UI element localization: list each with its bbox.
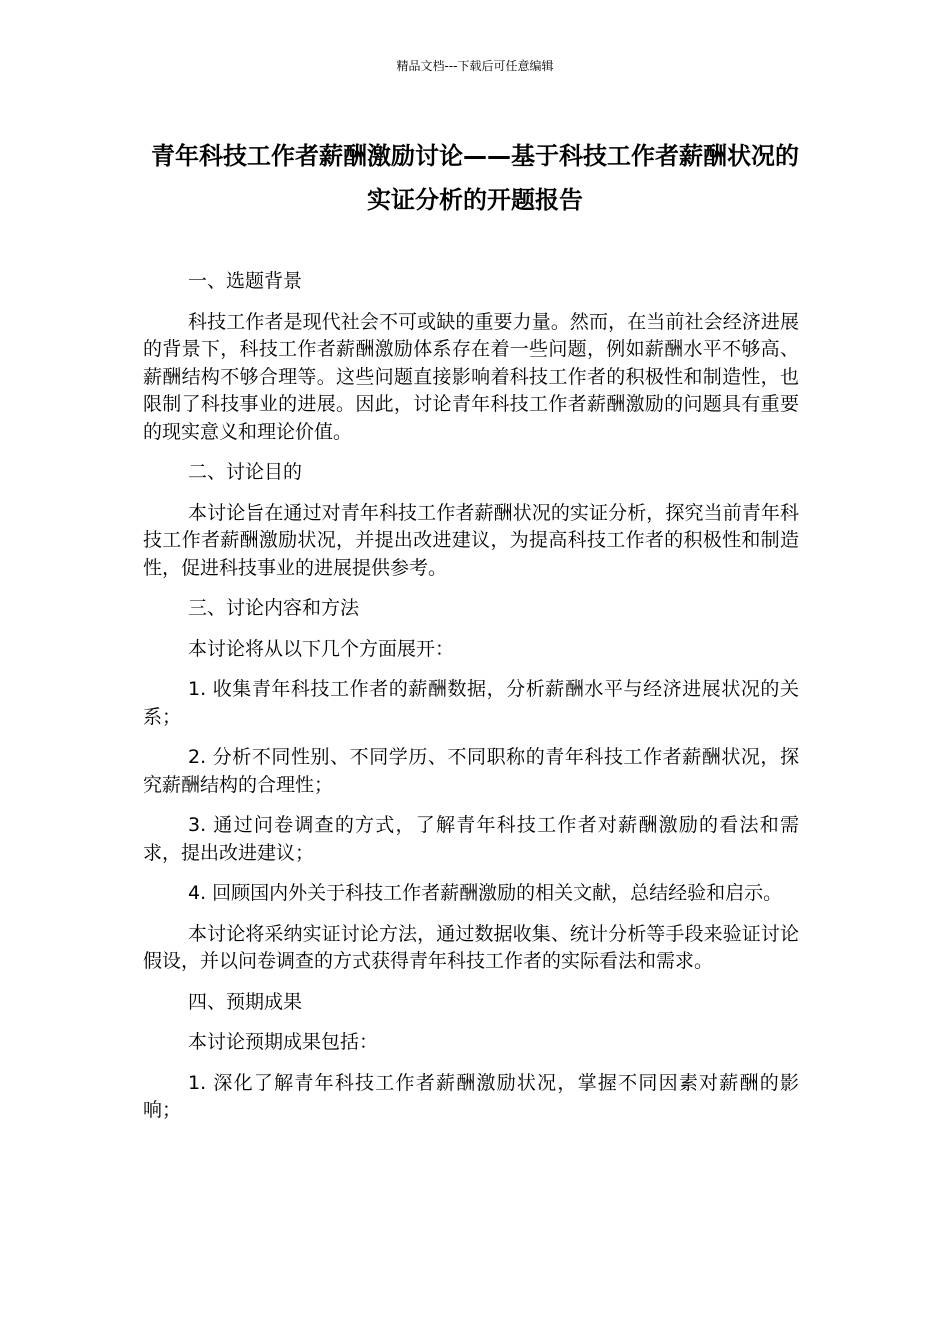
document-title: 青年科技工作者薪酬激励讨论——基于科技工作者薪酬状况的实证分析的开题报告: [151, 142, 799, 214]
list-item-results-1: 1. 深化了解青年科技工作者薪酬激励状况，掌握不同因素对薪酬的影响；: [143, 1071, 799, 1121]
header-note: 精品文档---下载后可任意编辑: [396, 59, 554, 73]
section-heading-content-method: 三、讨论内容和方法: [188, 597, 360, 619]
section-heading-background: 一、选题背景: [188, 270, 303, 292]
section-heading-purpose: 二、讨论目的: [188, 461, 303, 483]
list-item-content-4: 4. 回顾国内外关于科技工作者薪酬激励的相关文献，总结经验和启示。: [188, 882, 783, 904]
list-item-content-1: 1. 收集青年科技工作者的薪酬数据，分析薪酬水平与经济进展状况的关系；: [143, 678, 799, 728]
section-heading-expected-results: 四、预期成果: [188, 990, 303, 1013]
paragraph-purpose: 本讨论旨在通过对青年科技工作者薪酬状况的实证分析，探究当前青年科技工作者薪酬激励状况，并提出改进建议，为提高科技工作者的积极性和制造性，促进科技事业的进展提供参考。: [143, 501, 799, 579]
list-item-content-2: 2. 分析不同性别、不同学历、不同职称的青年科技工作者薪酬状况，探究薪酬结构的合理性；: [143, 746, 799, 796]
paragraph-content-intro: 本讨论将从以下几个方面展开：: [188, 637, 455, 660]
list-item-content-3: 3. 通过问卷调查的方式，了解青年科技工作者对薪酬激励的看法和需求，提出改进建议；: [143, 814, 799, 864]
document-body: [143, 268, 799, 1138]
paragraph-results-intro: 本讨论预期成果包括：: [188, 1031, 379, 1053]
paragraph-background: 科技工作者是现代社会不可或缺的重要力量。然而，在当前社会经济进展的背景下，科技工作者薪酬激励体系存在着一些问题，例如薪酬水平不够高、薪酬结构不够合理等。这些问题直接影响着科技工作者的积极性和制造性，也限制了科技事业的进展。因此，讨论青年科技工作者薪酬激励的问题具有重要的现实意义和理论价值。: [143, 310, 799, 443]
paragraph-method: 本讨论将采纳实证讨论方法，通过数据收集、统计分析等手段来验证讨论假设，并以问卷调查的方式获得青年科技工作者的实际看法和需求。: [143, 922, 799, 972]
